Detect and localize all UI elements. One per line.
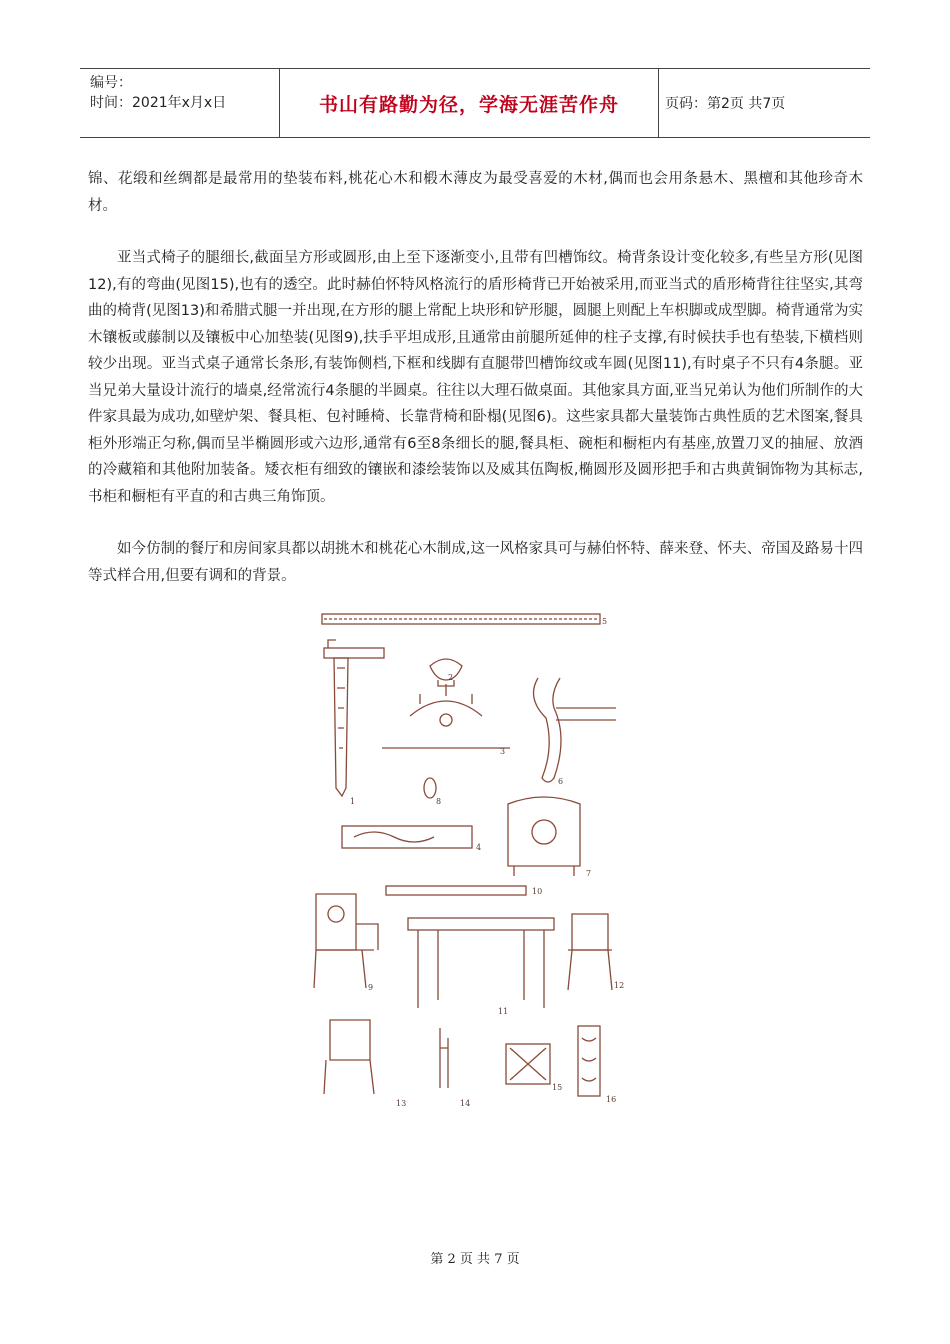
figure-label-4: 4 (476, 843, 482, 852)
figure-item-3 (382, 684, 510, 748)
figure-label-14: 14 (460, 1099, 471, 1108)
paragraph-3: 如今仿制的餐厅和房间家具都以胡挑木和桃花心木制成,这一风格家具可与赫伯怀特、薛来登、怀夫、帝国及路易十四等式样合用,但要有调和的背景。 (88, 541, 863, 584)
header-page-info: 页码：第2页 共7页 (665, 96, 786, 112)
figure-labels (350, 617, 624, 1108)
figure-label-2: 2 (448, 673, 454, 682)
figure-item-1 (324, 640, 384, 796)
date-label: 时间：2021年x月x日 (90, 95, 227, 111)
figure-label-5: 5 (602, 617, 608, 626)
adam-furniture-illustration (310, 608, 635, 1108)
number-label: 编号： (90, 75, 132, 91)
header-motto: 书山有路勤为径，学海无涯苦作舟 (280, 69, 659, 137)
figure-label-13: 13 (396, 1099, 407, 1108)
header-meta (80, 69, 280, 137)
figure-item-9 (314, 894, 378, 988)
figure-item-5 (322, 614, 600, 624)
figure-item-2 (430, 659, 462, 686)
page-footer: 第 2 页 共 7 页 (430, 1252, 520, 1267)
figure-label-9: 9 (368, 983, 374, 992)
figure-item-8 (424, 778, 436, 798)
figure-item-12 (568, 914, 612, 990)
figure-item-14 (440, 1028, 448, 1088)
figure-item-4 (342, 826, 472, 848)
figure-label-6: 6 (558, 777, 564, 786)
paragraph-1: 锦、花缎和丝绸都是最常用的垫装布料,桃花心木和椴木薄皮为最受喜爱的木材,偶而也会用条悬木、黑檀和其他珍奇木材。 (88, 171, 863, 214)
figure-label-7: 7 (586, 869, 592, 878)
figure-item-13 (324, 1020, 374, 1094)
body-text (88, 166, 863, 615)
figure-label-3: 3 (500, 747, 506, 756)
paragraph-2: 亚当式椅子的腿细长,截面呈方形或圆形,由上至下逐渐变小,且带有凹槽饰纹。椅背条设计变化较多,有些呈方形(见图12),有的弯曲(见图15),也有的透空。此时赫伯怀特风格流行的盾形椅背已开始被采用,而亚当式的盾形椅背往往坚实,其弯曲的椅背(见图13)和希腊式腿一并出现,在方形的腿上常配上块形和铲形腿，圆腿上则配上车枳脚或成型脚。椅背通常为实木镶板或藤制以及镶板中心加垫装(见图9),扶手平坦成形,且通常由前腿所延伸的柱子支撑,有时候扶手也有垫装,下横档则较少出现。亚当式桌子通常长条形,有装饰侧档,下框和线脚有直腿带凹槽饰纹或车圆(见图11),有时桌子不只有4条腿。亚当兄弟大量设计流行的墙桌,经常流行4条腿的半圆桌。往往以大理石做桌面。其他家具方面,亚当兄弟认为他们所制作的大件家具最为成功,如壁炉架、餐具柜、包衬睡椅、长靠背椅和卧榻(见图6)。这些家具都大量装饰古典性质的艺术图案,餐具柜外形端正匀称,偶而呈半椭圆形或六边形,通常有6至8条细长的腿,餐具柜、碗柜和橱柜内有基座,放置刀叉的抽屉、放酒的冷藏箱和其他附加装备。矮衣柜有细致的镶嵌和漆绘装饰以及威其伍陶板,椭圆形及圆形把手和古典黄铜饰物为其标志,书柜和橱柜有平直的和古典三角饰顶。 (88, 250, 863, 505)
figure-label-12: 12 (614, 981, 625, 990)
figure-item-6 (534, 678, 617, 782)
figure-item-10 (386, 886, 526, 895)
figure-item-7 (508, 797, 580, 876)
figure-item-15 (506, 1044, 550, 1084)
figure-label-8: 8 (436, 797, 442, 806)
figure-label-11: 11 (498, 1007, 509, 1016)
figure-item-11 (408, 918, 554, 1008)
figure-item-16 (578, 1026, 600, 1096)
page-header (80, 68, 870, 138)
figure-label-10: 10 (532, 887, 543, 896)
figure-label-15: 15 (552, 1083, 563, 1092)
figure-label-16: 16 (606, 1095, 617, 1104)
figure-label-1: 1 (350, 797, 356, 806)
